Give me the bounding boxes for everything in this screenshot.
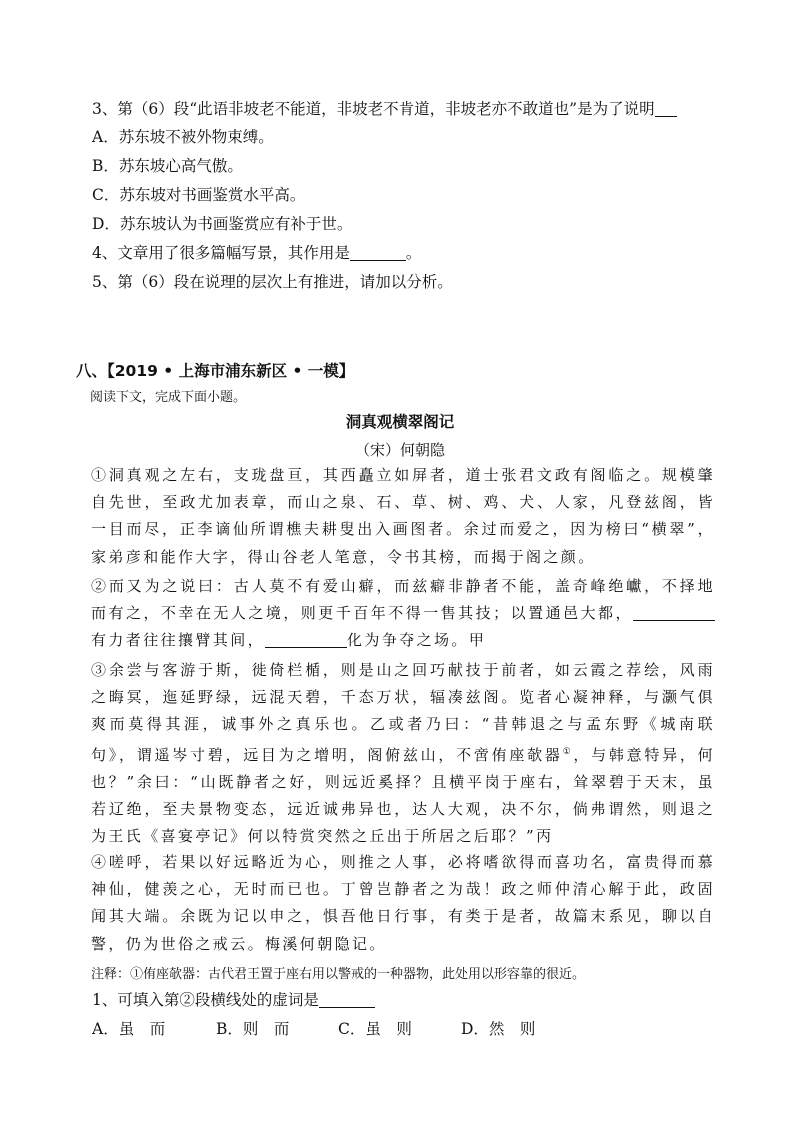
footnote: 注释：①侑座欹器：古代君王置于座右用以警戒的一种器物，此处用以形容靠的很近。	[91, 967, 586, 982]
section-heading: 八、【2019 • 上海市浦东新区 • 一模】	[76, 362, 355, 380]
instruction: 阅读下文，完成下面小题。	[90, 390, 247, 405]
paragraph-2-part-c: 化为争夺之场。甲	[347, 631, 487, 650]
answer-blank[interactable]	[319, 991, 375, 1008]
q3-option-b: B．苏东坡心高气傲。	[92, 157, 243, 175]
answer-blank[interactable]	[655, 100, 677, 117]
paragraph-2-part-b: 有力者往往攘臂其间，	[91, 631, 266, 650]
q1-option-d: D．然 则	[461, 1020, 536, 1038]
paragraph-3	[91, 657, 715, 850]
paragraph-1: ①洞真观之左右，支珑盘亘，其西矗立如屏者，道士张君文政有阁临之。规模肇自先世，至政尤加表章，而山之泉、石、草、树、鸡、犬、人家，凡登兹阁，皆一目而尽，正李谪仙所谓樵夫耕叟出入画图者。余过而爱之，因为榜曰“横翠”，家弟彦和能作大字，得山谷老人笔意，令书其榜，而揭于阁之颜。	[91, 466, 715, 566]
question-1	[92, 990, 375, 1010]
answer-blank[interactable]	[350, 244, 406, 261]
question-4-text: 4、文章用了很多篇幅写景，其作用是	[92, 244, 350, 262]
paragraph-3-part-b: ，与韩意特异，何也？”余曰：“山既静者之好，则远近奚择？且横平岗于座右，耸翠碧于天末，虽若辽绝，至夫景物变态，远近诚弗异也，达人大观，决不尔，倘弗谓然，则退之为王氏《喜宴亭记》何以特赏突然之丘出于所居之后耶？”丙	[91, 745, 715, 846]
question-4-end: 。	[405, 244, 422, 262]
question-3-text: 3、第（6）段“此语非坡老不能道，非坡老不肯道，非坡老亦不敢道也”是为了说明	[92, 100, 655, 118]
question-4	[92, 243, 421, 263]
blank-1[interactable]	[633, 604, 715, 621]
question-5: 5、第（6）段在说理的层次上有推进，请加以分析。	[92, 273, 453, 291]
passage-author: （宋）何朝隐	[354, 441, 445, 459]
q3-option-c: C．苏东坡对书画鉴赏水平高。	[92, 186, 306, 204]
question-3	[92, 99, 677, 119]
blank-2[interactable]	[265, 631, 347, 648]
question-1-text: 1、可填入第②段横线处的虚词是	[92, 991, 319, 1009]
q1-option-b: B．则 而	[216, 1020, 290, 1038]
paragraph-2	[91, 573, 715, 655]
q3-option-a: A．苏东坡不被外物束缚。	[92, 128, 274, 146]
q1-option-c: C．虽 则	[338, 1020, 412, 1038]
passage-title: 洞真观横翠阁记	[345, 413, 455, 431]
paragraph-3-part-a: ③余尝与客游于斯，徙倚栏楯，则是山之回巧献技于前者，如云霞之荐绘，风雨之晦冥，迤延野绿，远混天碧，千态万状，辐凑兹阁。览者心凝神释，与灏气俱爽而莫得其涯，诚事外之真乐也。乙或者乃曰：“昔韩退之与孟东野《城南联句》，谓遥岑寸碧，远目为之增明，阁俯兹山，不啻侑座欹器	[91, 661, 715, 764]
q1-option-a: A．虽 而	[92, 1020, 166, 1038]
footnote-marker: ①	[562, 746, 574, 757]
q3-option-d: D．苏东坡认为书画鉴赏应有补于世。	[92, 215, 353, 233]
paragraph-2-part-a: ②而又为之说曰：古人莫不有爱山癖，而兹癖非静者不能，盖奇峰绝巘，不择地而有之，不幸在无人之境，则更千百年不得一售其技；以置通邑大都，	[91, 577, 715, 623]
paragraph-4: ④嗟呼，若果以好远略近为心，则推之人事，必将嗜欲得而喜功名，富贵得而慕神仙，健羡之心，无时而已也。丁曾岂静者之为哉！政之师仲清心解于此，政固闻其大端。余既为记以申之，惧吾他日行事，有类于是者，故篇末系见，聊以自警，仍为世俗之戒云。梅溪何朝隐记。	[91, 853, 715, 953]
